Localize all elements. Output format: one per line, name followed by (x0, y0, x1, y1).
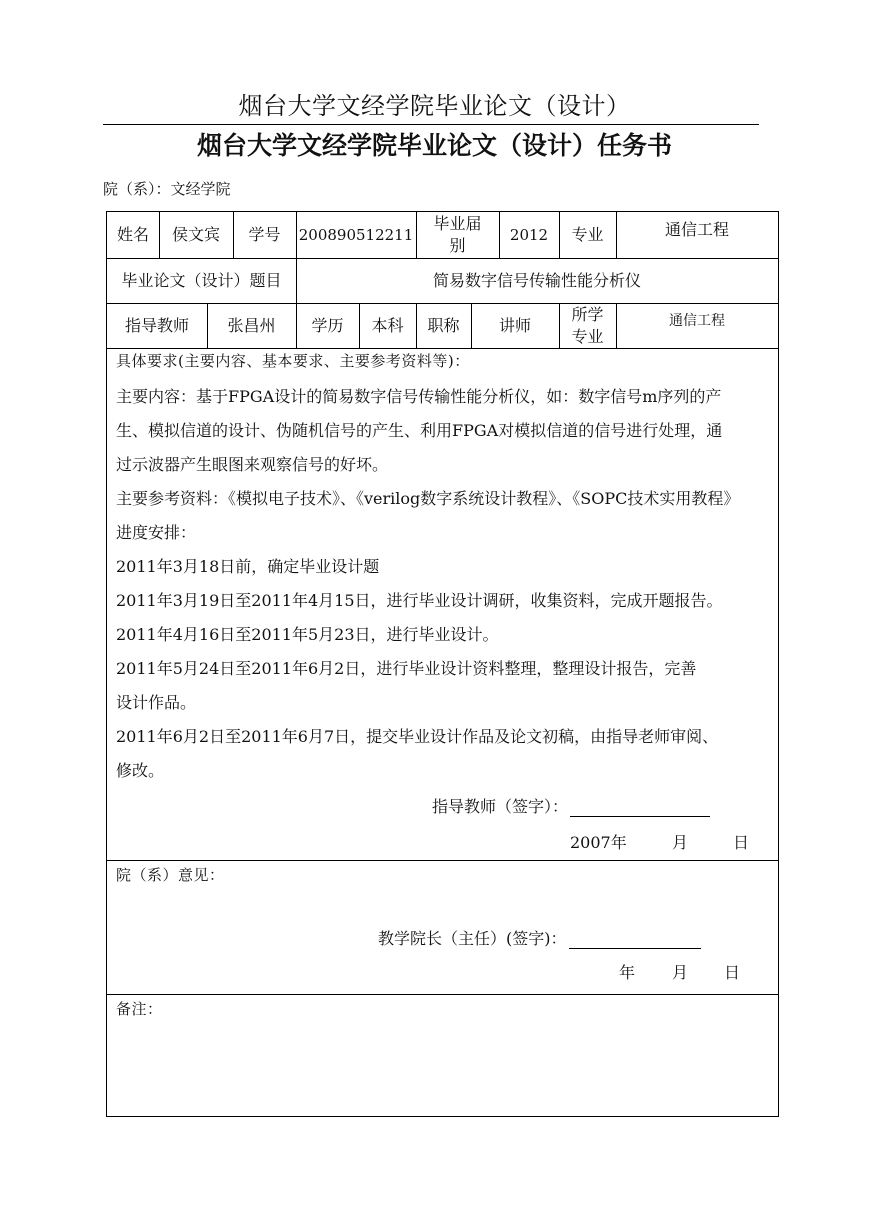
education-value: 本科 (371, 315, 404, 335)
advisor-major: 通信工程 (669, 313, 725, 329)
advisor-major-label-line2: 专业 (571, 326, 604, 346)
advisor-date-year: 2007年 (570, 833, 627, 852)
requirement-line: 主要参考资料：《模拟电子技术》、《verilog数字系统设计教程》、《SOPC技术实用教程》 (116, 489, 740, 508)
advisor-major-label-line1: 所学 (571, 304, 604, 324)
requirement-line: 2011年5月24日至2011年6月2日，进行毕业设计资料整理，整理设计报告，完善 (116, 659, 697, 678)
dean-signature-line[interactable] (569, 928, 701, 949)
dept-opinion-heading: 院（系）意见： (116, 866, 225, 884)
requirement-line: 进度安排： (116, 523, 197, 542)
advisor-name: 张昌州 (227, 315, 276, 335)
major-label: 专业 (571, 225, 604, 244)
student-id: 200890512211 (298, 226, 414, 244)
advisor-label: 指导教师 (124, 315, 189, 335)
requirement-line: 2011年4月16日至2011年5月23日，进行毕业设计。 (116, 625, 499, 644)
requirement-line: 2011年3月19日至2011年4月15日，进行毕业设计调研，收集资料，完成开题报告。 (116, 591, 723, 610)
major-value: 通信工程 (664, 220, 729, 239)
requirement-line: 生、模拟信道的设计、伪随机信号的产生、利用FPGA对模拟信道的信号进行处理，通 (116, 421, 723, 440)
page-header: 烟台大学文经学院毕业论文（设计） (238, 92, 631, 120)
notes-heading: 备注： (116, 1000, 163, 1018)
thesis-topic: 简易数字信号传输性能分析仪 (432, 270, 641, 290)
advisor-date-month: 月 (672, 833, 689, 852)
dean-date-month: 月 (672, 963, 689, 982)
advisor-signature-line[interactable] (570, 796, 710, 817)
document-title: 烟台大学文经学院毕业论文（设计）任务书 (196, 131, 672, 160)
student-name: 侯文宾 (171, 225, 220, 244)
student-id-label: 学号 (248, 225, 281, 244)
graduation-year-label (416, 212, 499, 258)
dean-date-day: 日 (724, 963, 741, 982)
requirement-line: 修改。 (116, 761, 165, 780)
department-line: 院（系）：文经学院 (103, 180, 231, 198)
title-value: 讲师 (498, 315, 531, 335)
topic-label: 毕业论文（设计）题目 (121, 270, 282, 290)
name-label: 姓名 (116, 225, 149, 244)
advisor-date-day: 日 (733, 833, 750, 852)
header-rule (103, 124, 759, 125)
requirement-line: 主要内容：基于FPGA设计的简易数字信号传输性能分析仪，如：数字信号m序列的产 (116, 387, 722, 406)
dept-opinion-section (107, 860, 778, 994)
dean-signature-label: 教学院长（主任）(签字)： (378, 929, 567, 948)
requirements-heading: 具体要求(主要内容、基本要求、主要参考资料等)： (116, 352, 470, 370)
dean-date-year: 年 (619, 963, 636, 982)
notes-section (107, 994, 778, 1116)
requirement-line: 2011年3月18日前，确定毕业设计题 (116, 557, 380, 576)
requirement-line: 过示波器产生眼图来观察信号的好坏。 (116, 455, 389, 474)
advisor-major-label (559, 303, 616, 348)
dean-signature-field[interactable] (378, 926, 701, 949)
requirement-line: 设计作品。 (116, 693, 197, 712)
title-label: 职称 (427, 315, 460, 335)
graduation-year-label-line1: 毕业届 (433, 214, 482, 233)
graduation-year: 2012 (509, 226, 549, 244)
advisor-signature-label: 指导教师（签字）： (432, 797, 569, 816)
education-label: 学历 (311, 315, 344, 335)
requirement-line: 2011年6月2日至2011年6月7日，提交毕业设计作品及论文初稿，由指导老师审阅、 (116, 727, 719, 746)
graduation-year-label-line2: 别 (449, 236, 466, 255)
advisor-signature-field[interactable] (432, 794, 710, 817)
requirements-section (107, 348, 778, 860)
task-form-table (106, 211, 779, 1117)
